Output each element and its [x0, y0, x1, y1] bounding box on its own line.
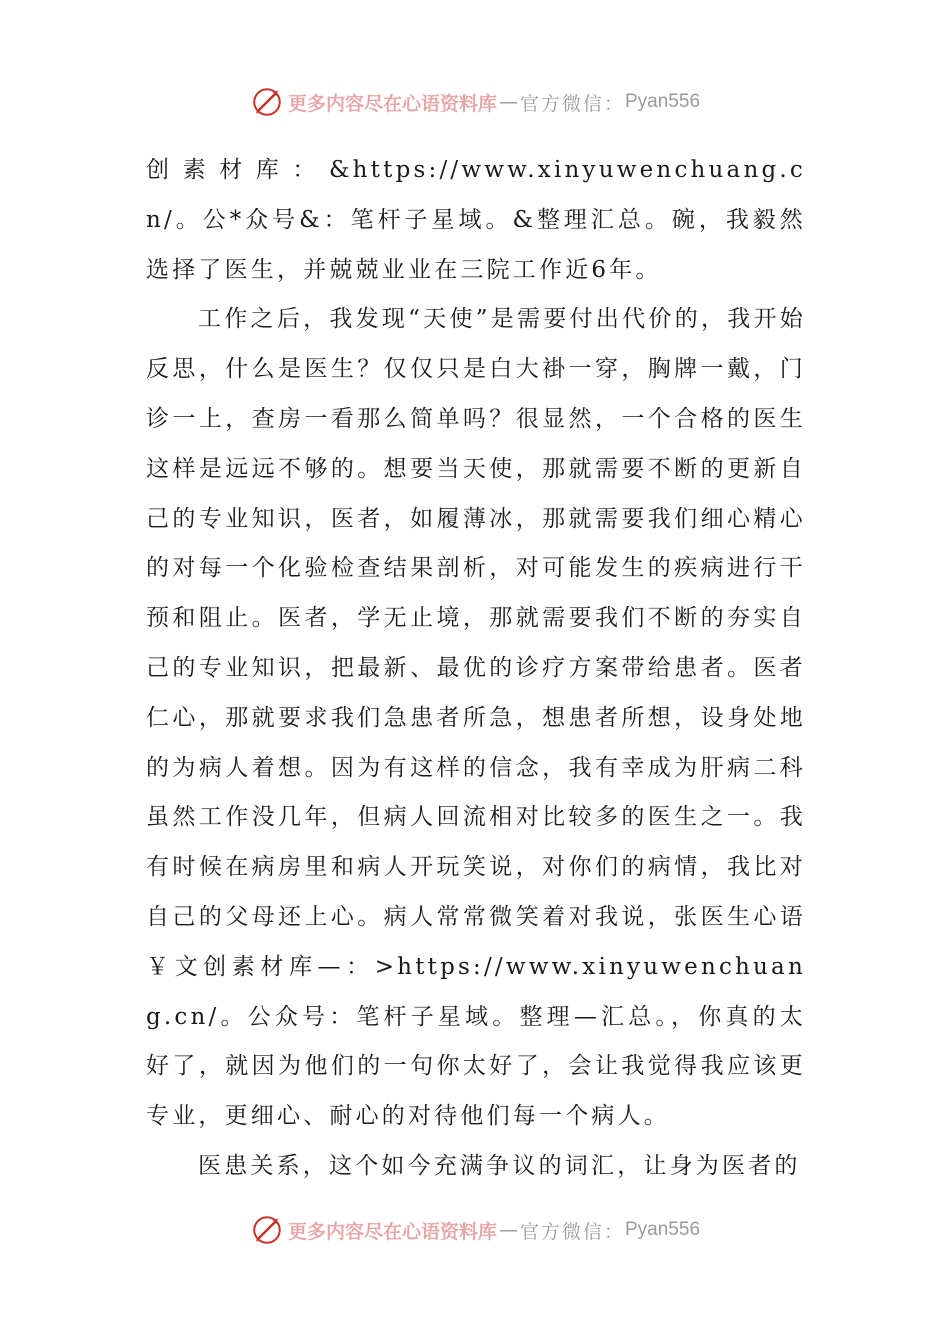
paragraph-3: 医患关系，这个如今充满争议的词汇，让身为医者的 [198, 1152, 801, 1179]
header-banner [0, 82, 950, 122]
footer-dash: — [498, 1219, 518, 1241]
header-wechat-label: 官方微信： [519, 92, 625, 115]
header-dash: — [498, 91, 518, 113]
footer-wechat-id: Pyan556 [625, 1219, 701, 1240]
pen-logo-icon [250, 85, 284, 119]
footer-brand-text: 更多内容尽在心语资料库 [287, 1220, 497, 1243]
footer-banner [0, 1210, 950, 1250]
header-brand-text: 更多内容尽在心语资料库 [287, 92, 497, 115]
paragraph-1: 创素材库：&https://www.xinyuwenchuang.cn/。公*众号&：笔杆子星域。&整理汇总。碗，我毅然选择了医生，并兢兢业业在三院工作近6年。 [146, 157, 806, 283]
paragraph-2: 工作之后，我发现“天使”是需要付出代价的，我开始反思，什么是医生？仅仅只是白大褂一穿，胸牌一戴，门诊一上，查房一看那么简单吗？很显然，一个合格的医生这样是远远不够的。想要当天使，那就需要不断的更新自己的专业知识，医者，如履薄冰，那就需要我们细心精心的对每一个化验检查结果剖析，对可能发生的疾病进行干预和阻止。医者，学无止境，那就需要我们不断的夯实自己的专业知识，把最新、最优的诊疗方案带给患者。医者仁心，那就要求我们急患者所急，想患者所想，设身处地的为病人着想。因为有这样的信念，我有幸成为肝病二科虽然工作没几年，但病人回流相对比较多的医生之一。我有时候在病房里和病人开玩笑说，对你们的病情，我比对自己的父母还上心。病人常常微笑着对我说，张医生心语￥文创素材库—：>https://www.xinyuwenchuang.cn/。公众号：笔杆子星域。整理—汇总。，你真的太好了，就因为他们的一句你太好了，会让我觉得我应该更专业，更细心、耐心的对待他们每一个病人。 [146, 306, 806, 1130]
document-body [146, 146, 806, 1192]
footer-wechat-label: 官方微信： [519, 1220, 625, 1243]
header-wechat-id: Pyan556 [625, 91, 701, 112]
pen-logo-icon [250, 1213, 284, 1247]
